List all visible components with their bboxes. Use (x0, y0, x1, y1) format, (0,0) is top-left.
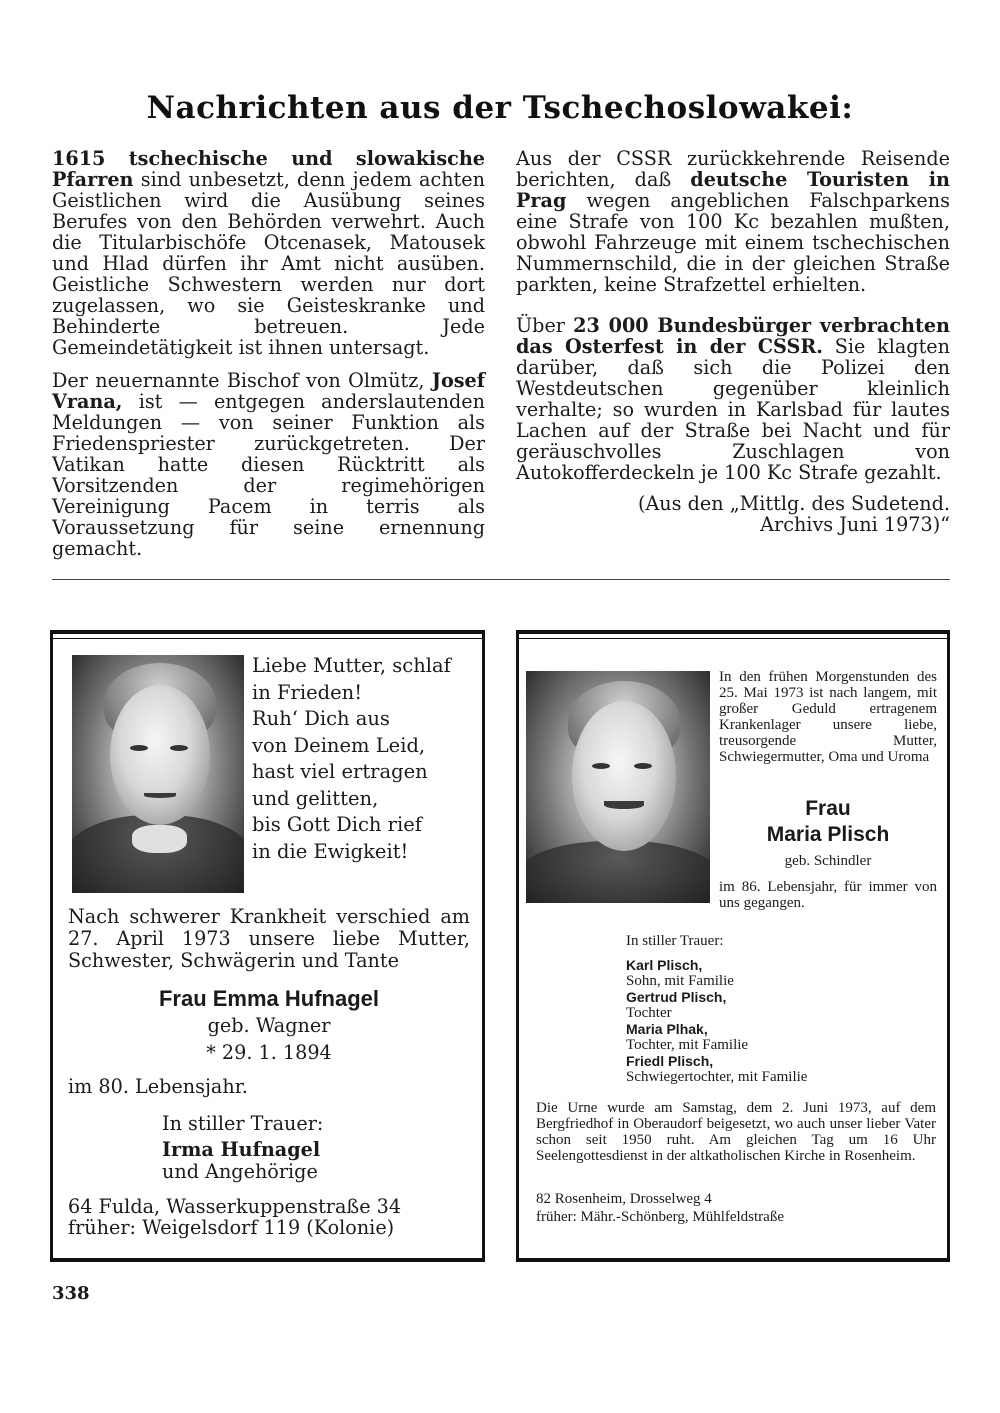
article-paragraph-pfarren (52, 148, 485, 358)
poem-line: von Deinem Leid, (252, 733, 426, 757)
mourner-name-irma: Irma Hufnagel (162, 1138, 321, 1161)
source-citation-line1: (Aus den „Mittlg. des Sudetend. (637, 492, 950, 515)
left-obituary-right-border (482, 630, 485, 1262)
left-obituary-top-border (50, 630, 485, 634)
right-obituary-bottom-border (516, 1258, 950, 1262)
mourner-name: Maria Plhak, (626, 1021, 708, 1037)
poem-line: Liebe Mutter, schlaf (252, 654, 451, 677)
portrait-eye-right (634, 763, 652, 769)
left-obituary-top-border-inner (50, 638, 485, 639)
mourners-list (626, 957, 926, 1085)
right-obituary-right-border (947, 630, 950, 1262)
portrait-collar (132, 825, 187, 853)
address-current: 64 Fulda, Wasserkuppenstraße 34 (68, 1195, 402, 1218)
mourner-name: Gertrud Plisch, (626, 989, 727, 1005)
portrait-smile (604, 801, 644, 809)
age-note-right: im 86. Lebensjahr, für immer von uns gegangen. (719, 879, 937, 911)
mourner-name: Karl Plisch, (626, 957, 703, 973)
paragraph-start: Über (516, 314, 565, 337)
paragraph-text: wegen angeblichen Falschparkens eine Strafe von 100 Kc bezahlen mußten, obwohl Fahrzeuge mit einem tschechischen Nummernschild, die in der gleichen Straße parkten, keine Strafzettel erhielten. (516, 189, 950, 296)
mourning-label-right: In stiller Trauer: (626, 933, 724, 949)
article-paragraph-osterfest (516, 315, 950, 483)
right-obituary-top-border-inner (516, 638, 950, 639)
paragraph-text: ist — entgegen anderslautenden Meldungen — von seiner Funktion als Friedenspriester zurückgetreten. Der Vatikan hatte diesen Rücktritt als Vorsitzenden der regimehörigen Vereinigung Pacem in terris als Voraussetzung für seine ernennung gemacht. (52, 390, 485, 560)
paragraph-text: sind unbesetzt, denn jedem achten Geistlichen wird die Ausübung seines Berufes von den Behörden verwehrt. Auch die Titularbischöfe Otcenasek, Matousek und Hlad dürfen ihr Amt nicht ausüben. Geistliche Schwestern werden nur dort zugelassen, wo sie Geisteskranke und Behinderte betreuen. Jede Gemeindetätigkeit ist ihnen untersagt. (52, 168, 485, 359)
burial-notice: Die Urne wurde am Samstag, dem 2. Juni 1973, auf dem Bergfriedhof in Oberaudorf beigesetzt, wo auch unser lieber Vater schon seit 1950 ruht. Am gleichen Tag um 16 Uhr Seelengottesdienst in der altkatholischen Kirche in Rosenheim. (536, 1100, 936, 1164)
mourner-relation: Sohn, mit Familie (626, 973, 734, 989)
portrait-face (110, 685, 210, 825)
poem-line: hast viel ertragen (252, 760, 428, 783)
bold-lead-pfarren: 1615 tschechische und slowakische Pfarren (52, 147, 485, 191)
mourner-relation: Tochter (626, 1005, 672, 1021)
address-former: früher: Weigelsdorf 119 (Kolonie) (68, 1216, 395, 1239)
page-headline: Nachrichten aus der Tschechoslowakei: (146, 90, 854, 126)
portrait-face (572, 701, 676, 851)
address-current-right: 82 Rosenheim, Drosselweg 4 (536, 1191, 712, 1207)
paragraph-start: Der neuernannte Bischof von Olmütz, (52, 369, 425, 392)
birth-date: * 29. 1. 1894 (206, 1041, 332, 1064)
mourner-relation: Schwiegertochter, mit Familie (626, 1069, 808, 1085)
mourner-relatives: und Angehörige (162, 1160, 318, 1183)
paragraph-text: Sie klagten darüber, daß sich die Polizei den Westdeutschen gegenüber kleinlich verhalte; so wurden in Karlsbad für lautes Lachen auf der Straße bei Nacht und für geräuschvolles Zuschlagen von Autokofferdeckeln je 100 Kc Strafe gezahlt. (516, 335, 950, 484)
section-divider (52, 579, 950, 580)
deceased-name-emma: Frau Emma Hufnagel (158, 986, 380, 1011)
poem-line: in die Ewigkeit! (252, 839, 409, 863)
left-article-column (52, 148, 485, 571)
bold-lead-touristen: deutsche Touristen in Prag (516, 168, 950, 212)
obituary-intro: Nach schwerer Krankheit verschied am 27. April 1973 unsere liebe Mutter, Schwester, Schwägerin und Tante (68, 905, 470, 972)
source-citation-line2: Archivs Juni 1973)“ (760, 513, 950, 536)
obituary-intro-right: In den frühen Morgenstunden des 25. Mai 1973 ist nach langem, mit großer Geduld ertragenem Krankenlager unsere liebe, treusorgende Mutter, Schwiegermutter, Oma und Uroma (719, 669, 937, 765)
article-paragraph-touristen (516, 148, 950, 295)
deceased-name-maria: Maria Plisch (766, 823, 890, 846)
portrait-photo-emma-hufnagel (72, 655, 244, 893)
poem-line: Ruh‘ Dich aus (252, 707, 390, 730)
left-obituary-left-border (50, 630, 53, 1262)
right-obituary-left-border (516, 630, 519, 1262)
portrait-eye-left (592, 763, 610, 769)
paragraph-start: Aus der CSSR zurückkehrende Reisende berichten, daß (516, 147, 950, 191)
mourner-relation: Tochter, mit Familie (626, 1037, 749, 1053)
memorial-poem (252, 653, 477, 865)
bold-name-vrana: Josef Vrana, (52, 369, 485, 413)
portrait-photo-maria-plisch (526, 671, 710, 903)
mourning-label: In stiller Trauer: (162, 1112, 324, 1135)
poem-line: in Frieden! (252, 680, 363, 704)
maiden-name-right: geb. Schindler (784, 853, 872, 869)
article-paragraph-vrana (52, 370, 485, 559)
right-obituary-top-border (516, 630, 950, 634)
mourner-name: Friedl Plisch, (626, 1053, 714, 1069)
maiden-name: geb. Wagner (207, 1014, 331, 1037)
right-article-column (516, 148, 950, 535)
portrait-mouth (144, 793, 176, 798)
poem-line: und gelitten, (252, 786, 379, 810)
poem-line: bis Gott Dich rief (252, 813, 422, 836)
portrait-eye-right (170, 745, 188, 751)
deceased-title: Frau (805, 797, 851, 820)
age-note: im 80. Lebensjahr. (68, 1075, 248, 1098)
bold-lead-bundesbuerger: 23 000 Bundesbürger verbrachten das Osterfest in der CSSR. (516, 314, 950, 358)
page-number: 338 (52, 1283, 90, 1304)
portrait-eye-left (130, 745, 148, 751)
address-former-right: früher: Mähr.-Schönberg, Mühlfeldstraße (536, 1209, 784, 1225)
left-obituary-bottom-border (50, 1258, 485, 1262)
